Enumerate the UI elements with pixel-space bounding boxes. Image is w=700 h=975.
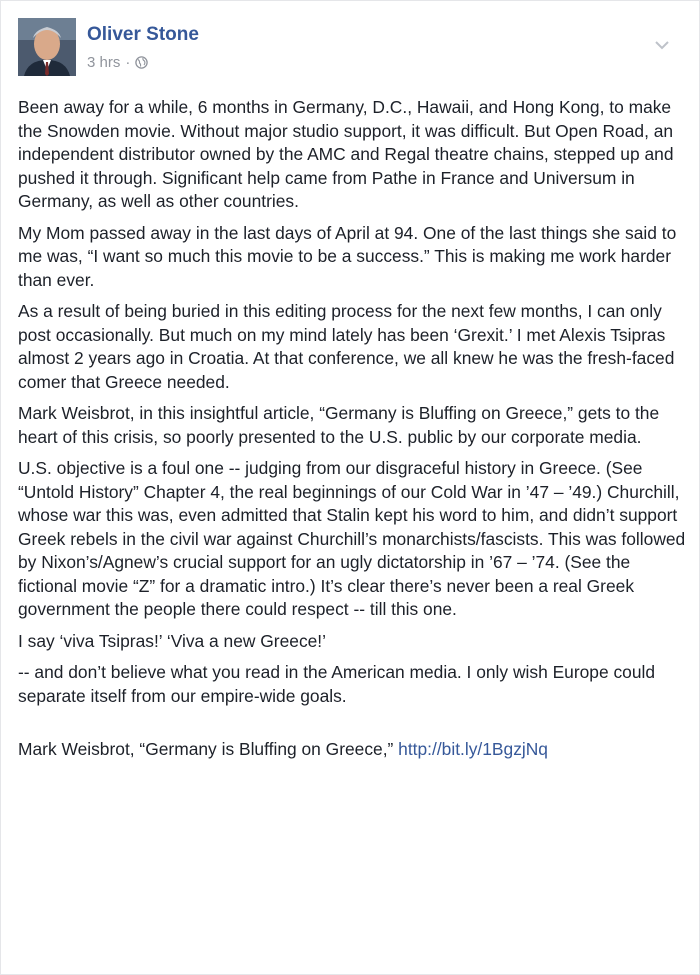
post-paragraph: U.S. objective is a foul one -- judging from our disgraceful history in Greece. (See “Untold History” Chapter 4, the real beginnings of our Cold War in ’47 – ’49.) Churchill, whose war this was, even admitted that Stalin kept his word to him, and didn’t support Greek rebels in the civil war against Churchill’s monarchists/fascists. This was followed by Nixon’s/Agnew’s crucial support for an ugly dictatorship in ’67 – ’74. (See the fictional movie “Z” for a dramatic intro.) It’s clear there’s never been a real Greek government the people there could respect -- till this one. — [18, 458, 686, 619]
post-paragraph: Mark Weisbrot, in this insightful article, “Germany is Bluffing on Greece,” gets to the heart of this crisis, so poorly presented to the U.S. public by our corporate media. — [18, 403, 660, 447]
author-name[interactable]: Oliver Stone — [87, 24, 199, 45]
post-meta — [87, 54, 148, 71]
avatar-image — [18, 18, 76, 76]
post-body — [18, 96, 686, 770]
post-timestamp[interactable]: 3 hrs — [87, 54, 121, 71]
post-paragraph: Been away for a while, 6 months in Germany, D.C., Hawaii, and Hong Kong, to make the Snowden movie. Without major studio support, it was difficult. But Open Road, an independent distributor owned by the AMC and Regal theatre chains, stepped up and pushed it through. Significant help came from Pathe in France and Universum in Germany, as well as other countries. — [18, 97, 674, 211]
post-paragraph: As a result of being buried in this editing process for the next few months, I can only post occasionally. But much on my mind lately has been ‘Grexit.’ I met Alexis Tsipras almost 2 years ago in Croatia. At that conference, we all knew he was the fresh-faced comer that Greece needed. — [18, 301, 675, 392]
post-paragraph: I say ‘viva Tsipras!’ ‘Viva a new Greece!’ — [18, 630, 327, 651]
article-link[interactable]: http://bit.ly/1BgzjNq — [398, 739, 548, 759]
chevron-down-icon[interactable] — [654, 38, 670, 50]
post-final-line — [18, 738, 686, 762]
final-line-text: Mark Weisbrot, “Germany is Bluffing on Greece,” — [18, 739, 399, 759]
post-paragraph: My Mom passed away in the last days of April at 94. One of the last things she said to me was, “I want so much this movie to be a success.” This is making me work harder than ever. — [18, 222, 677, 290]
post-header — [18, 18, 678, 78]
globe-icon[interactable] — [135, 56, 148, 69]
meta-separator: · — [125, 54, 131, 71]
avatar[interactable] — [18, 18, 76, 76]
post-paragraph: -- and don’t believe what you read in the American media. I only wish Europe could separate itself from our empire-wide goals. — [18, 662, 656, 706]
